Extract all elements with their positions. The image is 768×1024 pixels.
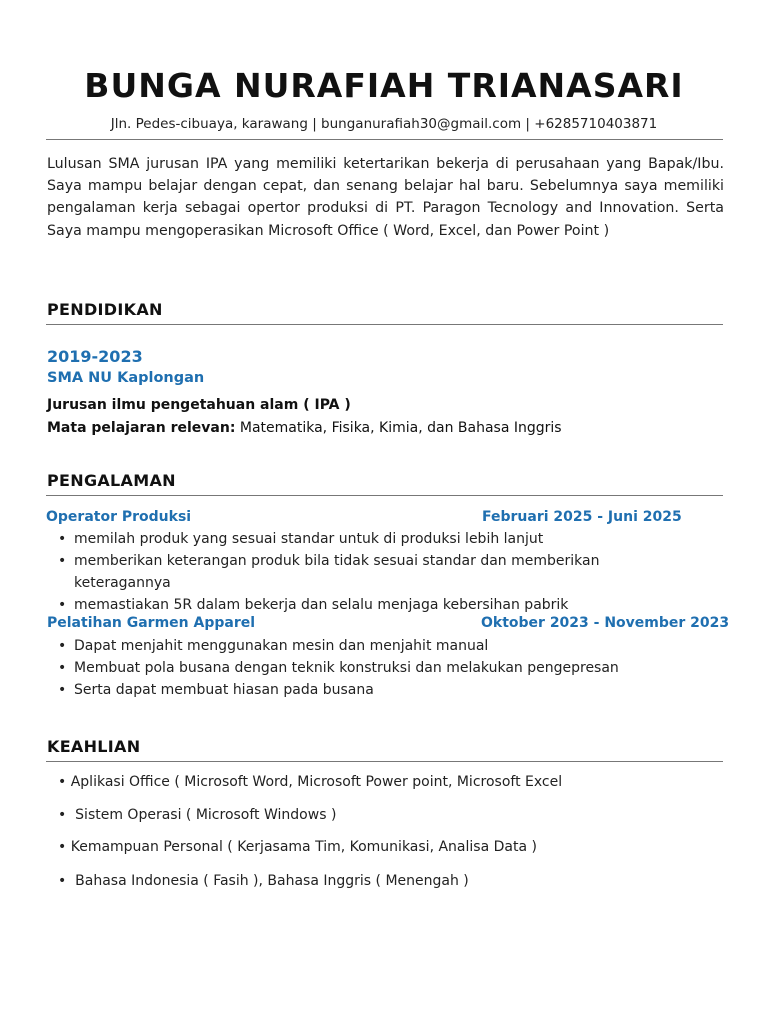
skills-divider [46,761,723,762]
skill-text: Aplikasi Office ( Microsoft Word, Microsoft Power point, Microsoft Excel [70,774,563,790]
list-item: • Membuat pola busana dengan teknik konstruksi dan melakukan pengepresan [56,657,696,679]
education-major-text: Jurusan ilmu pengetahuan alam ( IPA ) [47,397,351,413]
education-subjects-text: Matematika, Fisika, Kimia, dan Bahasa Inggris [235,420,562,436]
skill-item: • Bahasa Indonesia ( Fasih ), Bahasa Inggris ( Menengah ) [58,873,469,889]
education-subjects [47,420,562,436]
job-role: Operator Produksi [46,509,192,525]
list-item: • memberikan keterangan produk bila tidak sesuai standar dan memberikan keteragannya [56,550,696,594]
education-school: SMA NU Kaplongan [47,370,205,386]
education-subjects-label: Mata pelajaran relevan: [47,420,236,436]
job-role: Pelatihan Garmen Apparel [47,615,256,631]
list-item: • memilah produk yang sesuai standar untuk di produksi lebih lanjut [56,528,696,550]
skill-text: Sistem Operasi ( Microsoft Windows ) [75,807,337,823]
list-item: • Serta dapat membuat hiasan pada busana [56,679,696,701]
contact-line: Jln. Pedes-cibuaya, karawang | bunganurafiah30@gmail.com | +6285710403871 [110,116,658,132]
skill-item: • Sistem Operasi ( Microsoft Windows ) [58,807,337,823]
skill-text: Kemampuan Personal ( Kerjasama Tim, Komunikasi, Analisa Data ) [70,839,537,855]
education-period: 2019-2023 [47,347,143,366]
job-bullets [56,635,696,701]
job-period: Februari 2025 - Juni 2025 [482,509,682,525]
list-item: • Dapat menjahit menggunakan mesin dan menjahit manual [56,635,696,657]
skill-item: • Aplikasi Office ( Microsoft Word, Microsoft Power point, Microsoft Excel [58,774,563,790]
experience-divider [46,495,723,496]
experience-heading: PENGALAMAN [47,471,176,490]
education-heading: PENDIDIKAN [47,300,163,319]
list-item: • memastiakan 5R dalam bekerja dan selalu menjaga kebersihan pabrik [56,594,696,616]
job-period: Oktober 2023 - November 2023 [481,615,730,631]
header-divider [46,139,723,140]
skills-heading: KEAHLIAN [47,737,141,756]
skill-item: • Kemampuan Personal ( Kerjasama Tim, Komunikasi, Analisa Data ) [58,839,537,855]
job-bullets [56,528,696,616]
candidate-name: BUNGA NURAFIAH TRIANASARI [84,66,684,105]
education-divider [46,324,723,325]
skill-text: Bahasa Indonesia ( Fasih ), Bahasa Inggris ( Menengah ) [75,873,469,889]
profile-summary: Lulusan SMA jurusan IPA yang memiliki ketertarikan bekerja di perusahaan yang Bapak/Ibu. Saya mampu belajar dengan cepat, dan senang belajar hal baru. Sebelumnya saya memiliki pengalaman kerja sebagai opertor produksi di PT. Paragon Tecnology and Innovation. Serta Saya mampu mengoperasikan Microsoft Office ( Word, Excel, dan Power Point ) [47,156,724,239]
education-major [47,397,351,413]
